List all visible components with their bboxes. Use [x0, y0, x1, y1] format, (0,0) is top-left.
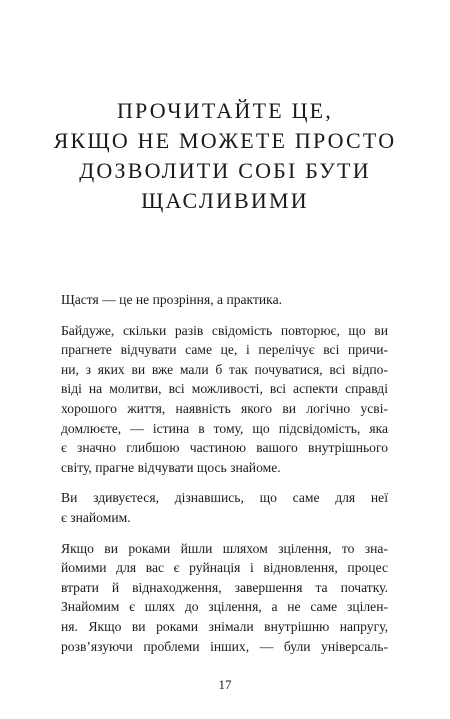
- text-line: йомими для вас є руйнація і відновлення, процес: [61, 560, 388, 576]
- paragraph-2: [61, 321, 388, 478]
- chapter-title: [40, 96, 410, 216]
- page-number: 17: [218, 677, 232, 692]
- chapter-title-line: ДОЗВОЛИТИ СОБІ БУТИ: [79, 158, 371, 183]
- text-line: домлюєте, — істина в тому, що підсвідомість, яка: [61, 420, 388, 436]
- text-line: прагнете відчувати саме це, і перелічує всі причи-: [61, 342, 388, 358]
- text-line: віді на молитви, всі можливості, всі аспекти справді: [61, 381, 388, 397]
- paragraph-1: [61, 290, 388, 310]
- text-line: ни, з яких ви вже мали б так почуватися, всі відпо-: [61, 361, 388, 377]
- text-line: є значно глибшою частиною вашого внутрішнього: [61, 440, 388, 456]
- chapter-title-line: ЩАСЛИВИМИ: [141, 188, 309, 213]
- text-line: ня. Якщо ви роками знімали внутрішню напругу,: [61, 618, 388, 634]
- text-line: втрати й віднаходження, завершення та початку.: [61, 579, 388, 595]
- chapter-title-line: ПРОЧИТАЙТЕ ЦЕ,: [116, 98, 334, 123]
- text-line: є знайомим.: [61, 509, 131, 525]
- text-line: Знайомим є шлях до зцілення, а не саме зцілен-: [61, 599, 388, 615]
- text-line: світу, прагне відчувати щось знайоме.: [61, 459, 281, 475]
- paragraph-4: [61, 539, 388, 657]
- text-line: Якщо ви роками йшли шляхом зцілення, то зна-: [61, 540, 388, 556]
- text-line: розв’язуючи проблеми інших, — були універсаль-: [61, 638, 388, 654]
- body-text: [61, 290, 388, 667]
- text-line: Ви здивуєтеся, дізнавшись, що саме для неї: [61, 490, 388, 506]
- text-line: хорошого життя, наявність якого ви логічно усві-: [61, 400, 388, 416]
- paragraph-3: [61, 488, 388, 527]
- text-line: Щастя — це не прозріння, а практика.: [61, 292, 283, 307]
- chapter-title-line: ЯКЩО НЕ МОЖЕТЕ ПРОСТО: [53, 128, 397, 153]
- text-line: Байдуже, скільки разів свідомість повторює, що ви: [61, 322, 388, 338]
